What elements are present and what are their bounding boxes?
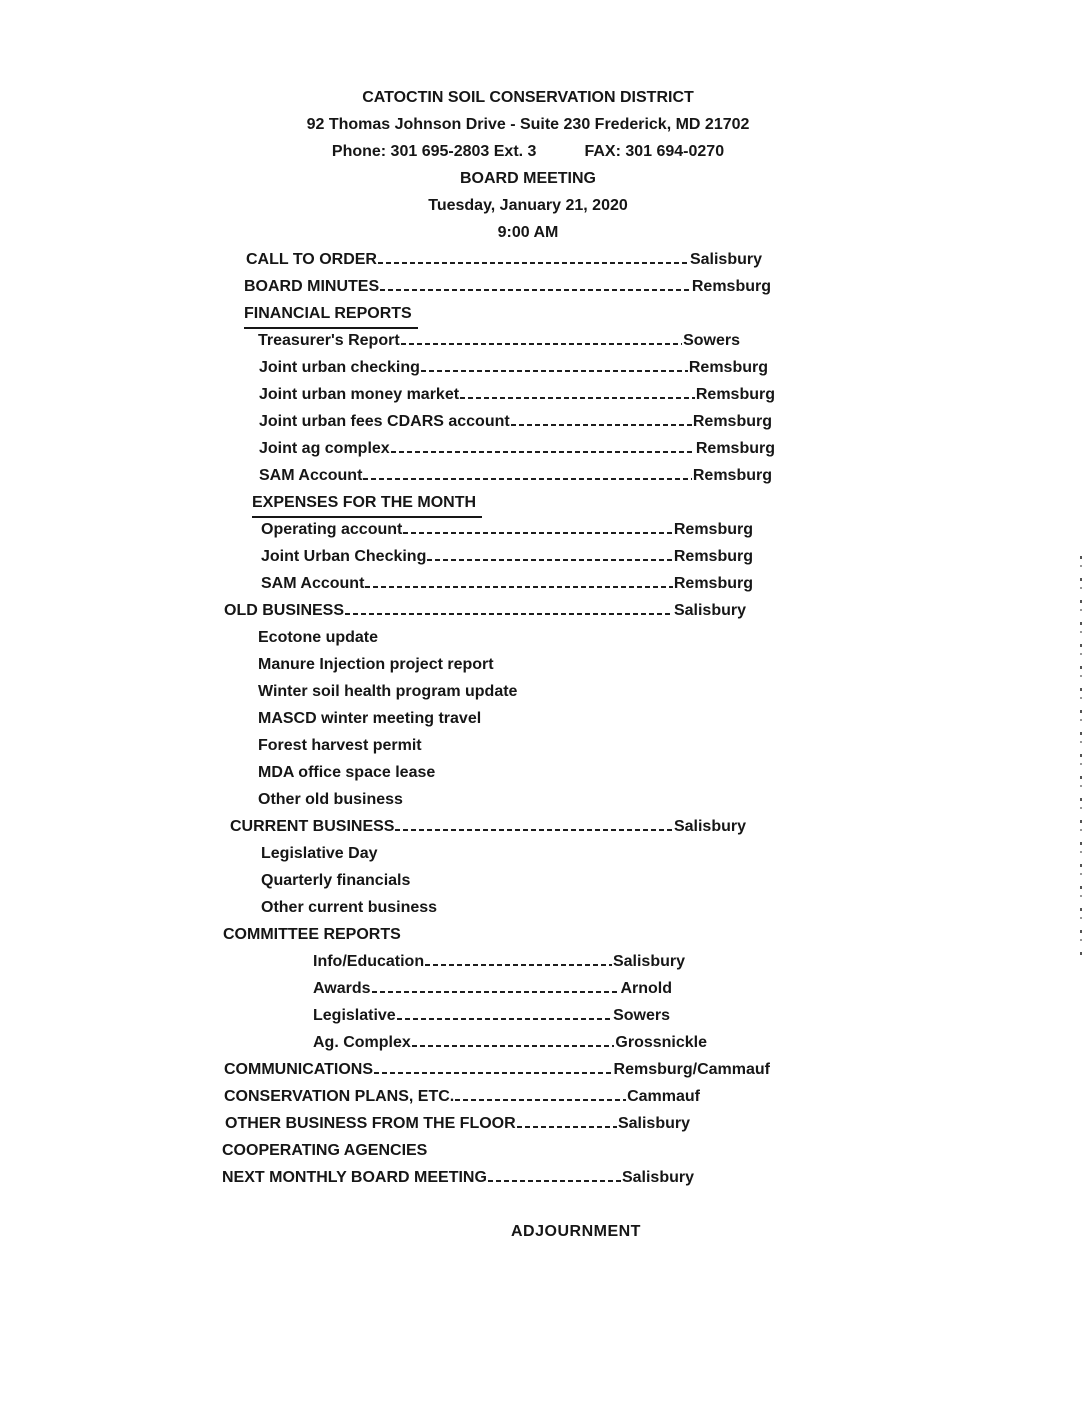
agenda-item (259, 462, 772, 489)
dotted-leader (427, 559, 673, 561)
agenda-item (313, 975, 672, 1002)
dotted-leader (460, 397, 695, 399)
agenda-item-assignee: Salisbury (621, 1169, 694, 1186)
agenda-item-label: Forest harvest permit (258, 737, 422, 754)
agenda-item-label: Quarterly financials (261, 872, 411, 889)
agenda-item (261, 570, 753, 597)
agenda-item (313, 1029, 707, 1056)
agenda-item-label: OLD BUSINESS (224, 602, 345, 619)
phone-number: Phone: 301 695-2803 Ext. 3 (331, 143, 537, 160)
agenda-item-label: Legislative Day (261, 845, 378, 862)
dotted-leader (365, 586, 672, 588)
agenda-item-assignee: Sowers (613, 1007, 670, 1024)
section-heading-label: COOPERATING AGENCIES (222, 1142, 428, 1159)
agenda-item-assignee: Salisbury (673, 602, 746, 619)
adjournment-label: ADJOURNMENT (511, 1223, 641, 1240)
agenda-item-assignee: Remsburg (691, 278, 771, 295)
section-heading (252, 489, 834, 516)
agenda-item (313, 1002, 670, 1029)
agenda-item-label: SAM Account (259, 467, 363, 484)
dotted-leader (391, 451, 695, 453)
agenda-item (259, 435, 775, 462)
agenda-item-assignee: Remsburg (695, 386, 775, 403)
agenda-item-assignee: Remsburg (692, 413, 772, 430)
agenda-item-assignee: Remsburg (673, 575, 753, 592)
dotted-leader (345, 613, 673, 615)
section-heading (222, 1137, 834, 1164)
agenda-item (258, 327, 740, 354)
agenda-item-label: Ecotone update (258, 629, 379, 646)
agenda-item-assignee: Remsburg (692, 467, 772, 484)
agenda-item-label: Treasurer's Report (258, 332, 400, 349)
agenda-item (246, 246, 762, 273)
agenda-item (258, 678, 834, 705)
agenda-item-label: Legislative (313, 1007, 396, 1024)
dotted-leader (488, 1180, 621, 1182)
agenda-item-assignee: Sowers (683, 332, 740, 349)
dotted-leader (517, 1126, 617, 1128)
dotted-leader (421, 370, 688, 372)
agenda-item-label: CALL TO ORDER (246, 251, 377, 268)
scan-edge-artifact (1080, 556, 1082, 956)
agenda-item-assignee: Remsburg/Cammauf (613, 1061, 770, 1078)
agenda-item-label: Joint urban checking (259, 359, 420, 376)
agenda-item (224, 1083, 700, 1110)
agenda-item (258, 624, 834, 651)
dotted-leader (378, 262, 689, 264)
phone-fax-line (222, 138, 834, 165)
section-heading-label: FINANCIAL REPORTS (244, 300, 418, 329)
agenda-item-assignee: Remsburg (695, 440, 775, 457)
agenda-item-label: CURRENT BUSINESS (230, 818, 395, 835)
agenda-item (261, 840, 834, 867)
section-heading-label: COMMITTEE REPORTS (223, 926, 401, 943)
agenda-item (258, 651, 834, 678)
agenda-item-label: Joint Urban Checking (261, 548, 427, 565)
dotted-leader (395, 829, 673, 831)
dotted-leader (372, 991, 620, 993)
dotted-leader (425, 964, 612, 966)
agenda-item-assignee: Arnold (620, 980, 672, 997)
dotted-leader (455, 1099, 626, 1101)
dotted-leader (403, 532, 673, 534)
fax-number: FAX: 301 694-0270 (584, 143, 725, 160)
agenda-item-assignee: Cammauf (627, 1088, 700, 1105)
agenda-item-assignee: Remsburg (673, 548, 753, 565)
agenda-item-assignee: Salisbury (673, 818, 746, 835)
agenda-item-assignee: Salisbury (612, 953, 685, 970)
document-header (222, 84, 834, 246)
agenda-item (261, 867, 834, 894)
agenda-item-label: Other old business (258, 791, 403, 808)
agenda-item-assignee: Salisbury (617, 1115, 690, 1132)
meeting-type: BOARD MEETING (460, 170, 596, 187)
agenda-item-label: Other current business (261, 899, 438, 916)
agenda-item-label: COMMUNICATIONS (224, 1061, 374, 1078)
agenda-item (244, 273, 771, 300)
agenda-item-label: MASCD winter meeting travel (258, 710, 482, 727)
agenda-item-label: NEXT MONTHLY BOARD MEETING (222, 1169, 487, 1186)
dotted-leader (363, 478, 691, 480)
agenda-item (259, 354, 768, 381)
dotted-leader (374, 1072, 612, 1074)
agenda-item-label: Joint urban fees CDARS account (259, 413, 510, 430)
agenda-item-label: Awards (313, 980, 371, 997)
dotted-leader (380, 289, 691, 291)
agenda-item-assignee: Grossnickle (615, 1034, 707, 1051)
agenda-item-label: Ag. Complex (313, 1034, 411, 1051)
agenda-item (259, 408, 772, 435)
agenda-item (259, 381, 775, 408)
agenda-item-label: Winter soil health program update (258, 683, 518, 700)
section-heading (223, 921, 834, 948)
dotted-leader (401, 343, 682, 345)
agenda-item-label: Manure Injection project report (258, 656, 494, 673)
org-name: CATOCTIN SOIL CONSERVATION DISTRICT (362, 89, 694, 106)
agenda-item (261, 894, 834, 921)
section-heading (244, 300, 834, 327)
agenda-item (261, 543, 753, 570)
agenda-item-label: Joint ag complex (259, 440, 390, 457)
org-address: 92 Thomas Johnson Drive - Suite 230 Frederick, MD 21702 (306, 116, 750, 133)
agenda-item-label: Info/Education (313, 953, 425, 970)
agenda-item-label: BOARD MINUTES (244, 278, 380, 295)
agenda-item (224, 597, 746, 624)
agenda-item-label: OTHER BUSINESS FROM THE FLOOR (225, 1115, 516, 1132)
dotted-leader (412, 1045, 615, 1047)
agenda-item-label: Operating account (261, 521, 403, 538)
agenda-item (258, 786, 834, 813)
agenda-item (258, 759, 834, 786)
meeting-date: Tuesday, January 21, 2020 (428, 197, 628, 214)
agenda-item (261, 516, 753, 543)
document-content (222, 84, 834, 1245)
agenda-item (225, 1110, 690, 1137)
meeting-time: 9:00 AM (497, 224, 559, 241)
agenda-item-label: MDA office space lease (258, 764, 436, 781)
agenda-item-label: CONSERVATION PLANS, ETC. (224, 1088, 455, 1105)
agenda-item-assignee: Salisbury (689, 251, 762, 268)
agenda-item-assignee: Remsburg (688, 359, 768, 376)
dotted-leader (397, 1018, 612, 1020)
agenda-item (258, 732, 834, 759)
agenda-item (313, 948, 685, 975)
section-heading-label: EXPENSES FOR THE MONTH (252, 489, 482, 518)
agenda-item-assignee: Remsburg (673, 521, 753, 538)
agenda-item-label: Joint urban money market (259, 386, 460, 403)
dotted-leader (511, 424, 692, 426)
agenda-item (230, 813, 746, 840)
agenda-item (224, 1056, 770, 1083)
agenda-item (222, 1164, 694, 1191)
agenda-item (258, 705, 834, 732)
agenda-item-label: SAM Account (261, 575, 365, 592)
